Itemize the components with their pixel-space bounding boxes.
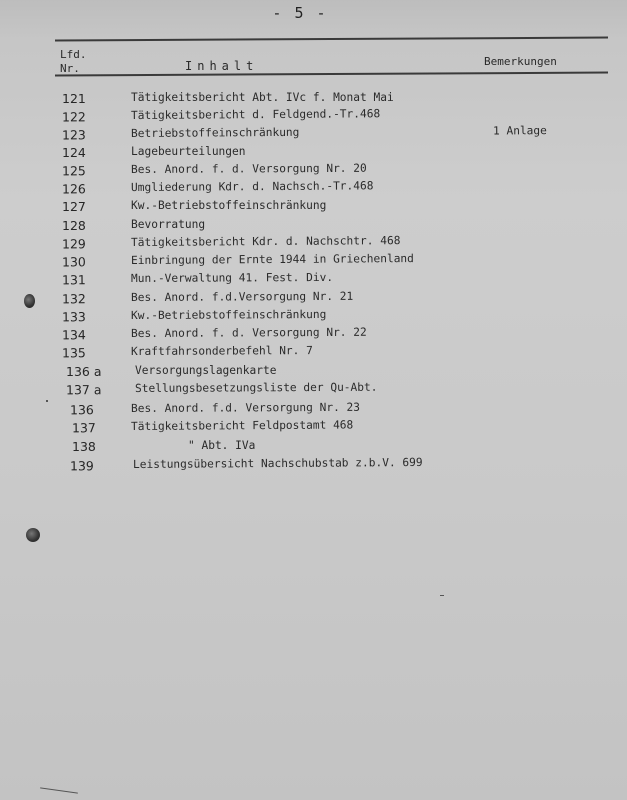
punch-hole-mark [24, 294, 35, 308]
entry-number: 126 [61, 181, 86, 197]
entry-number: 128 [62, 218, 86, 233]
entry-number: 136 a [66, 364, 102, 379]
entry-content: " Abt. IVa [188, 439, 256, 452]
entry-content: Lagebeurteilungen [131, 145, 246, 158]
entry-number: 129 [61, 236, 86, 252]
entry-number: 137 [71, 420, 96, 436]
column-header-lfd: Lfd. [60, 48, 87, 61]
entry-number: 135 [61, 345, 86, 361]
entry-content: Mun.-Verwaltung 41. Fest. Div. [130, 270, 334, 285]
list-item [0, 199, 627, 217]
entry-content: Tätigkeitsbericht d. Feldgend.-Tr.468 [130, 107, 381, 122]
column-header-bemerkungen: Bemerkungen [484, 55, 557, 68]
entry-number: 122 [61, 109, 86, 125]
list-item [0, 379, 627, 400]
column-header-inhalt: Inhalt [185, 59, 259, 73]
entry-content: Tätigkeitsbericht Feldpostamt 468 [130, 418, 354, 433]
entry-content: Bes. Anord. f. d. Versorgung Nr. 20 [130, 161, 367, 176]
entry-content: Betriebstoffeinschränkung [130, 125, 300, 140]
punch-hole-mark [26, 528, 40, 542]
entry-content: Kw.-Betriebstoffeinschränkung [131, 199, 327, 212]
entry-content: Bes. Anord. f.d.Versorgung Nr. 21 [130, 289, 354, 304]
entry-content: Einbringung der Ernte 1944 in Griechenland [130, 252, 414, 267]
paper-speck [46, 400, 48, 402]
entry-content: Stellungsbesetzungsliste der Qu-Abt. [134, 380, 378, 395]
entry-content: Kraftfahrsonderbefehl Nr. 7 [130, 344, 313, 358]
entry-number: 124 [62, 145, 86, 160]
entry-content: Bevorratung [131, 218, 206, 231]
entry-number: 139 [69, 458, 94, 474]
entry-number: 125 [61, 163, 86, 179]
entry-content: Tätigkeitsbericht Kdr. d. Nachschtr. 468 [130, 234, 401, 249]
entry-number: 123 [61, 127, 86, 143]
entry-number: 136 [69, 402, 94, 418]
entry-number: 138 [72, 439, 96, 454]
list-item [0, 269, 627, 290]
list-item [0, 417, 627, 439]
list-item [0, 342, 627, 363]
entry-number: 134 [61, 327, 86, 343]
column-header-nr: Nr. [60, 62, 80, 75]
entry-number: 127 [62, 199, 86, 214]
entry-number: 131 [61, 272, 86, 288]
entry-content: Tätigkeitsbericht Abt. IVc f. Monat Mai [131, 91, 394, 104]
entry-content: Leistungsübersicht Nachschubstab z.b.V. 699 [132, 455, 423, 471]
entry-number: 137 a [65, 382, 102, 398]
entry-remark: 1 Anlage [492, 124, 547, 138]
header-top-rule [55, 37, 608, 41]
list-item [0, 455, 627, 477]
entry-number: 133 [61, 309, 86, 325]
paper-speck [440, 595, 444, 596]
entry-number: 121 [62, 91, 86, 106]
list-item [0, 124, 627, 146]
paper-crease [40, 787, 78, 793]
entry-content: Bes. Anord. f.d. Versorgung Nr. 23 [130, 400, 361, 415]
list-item [0, 178, 627, 200]
entry-number: 130 [61, 254, 86, 270]
entry-number: 132 [61, 291, 86, 307]
entry-content: Kw.-Betriebstoffeinschränkung [130, 307, 327, 322]
entry-content: Bes. Anord. f. d. Versorgung Nr. 22 [130, 325, 367, 340]
header-bottom-rule [55, 72, 608, 76]
page-number: - 5 - [272, 4, 328, 22]
entry-content: Umgliederung Kdr. d. Nachsch.-Tr.468 [130, 179, 374, 194]
entry-content: Versorgungslagenkarte [135, 364, 277, 377]
